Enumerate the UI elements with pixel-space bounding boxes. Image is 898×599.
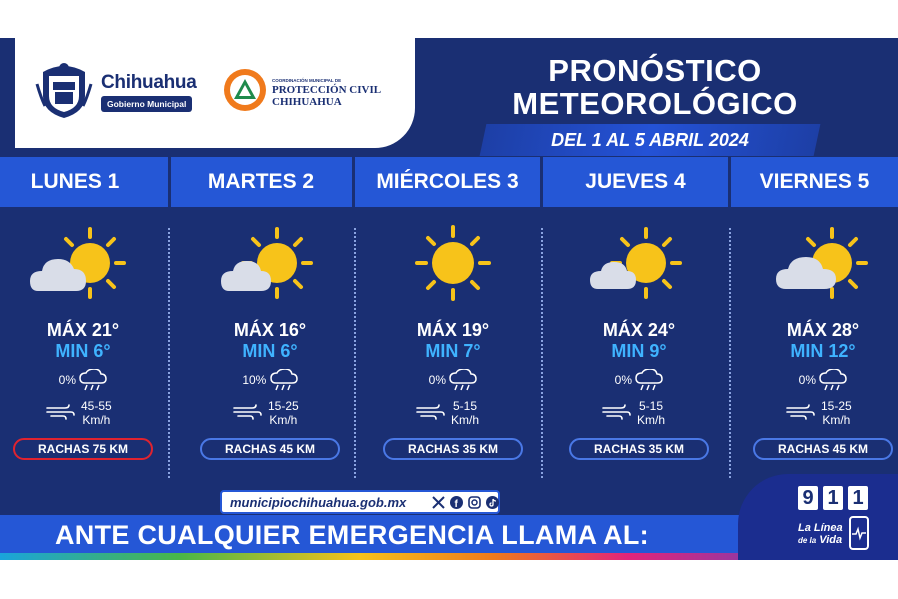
min-temperature: MIN 7°	[425, 341, 481, 361]
pc-name-line2: CHIHUAHUA	[272, 96, 342, 108]
digit-1: 1	[823, 486, 843, 510]
min-temperature: MIN 6°	[55, 341, 111, 361]
rain-percent: 0%	[428, 373, 446, 387]
wind-unit: Km/h	[637, 413, 666, 427]
gust-badge: RACHAS 35 KM	[569, 438, 709, 460]
wind-speed	[180, 399, 360, 429]
wind-range: 15-25	[821, 399, 852, 413]
day-header-1: LUNES 1	[30, 170, 120, 193]
wind-text	[451, 399, 479, 427]
wind-icon	[785, 404, 815, 420]
rain-percent: 0%	[614, 373, 632, 387]
rain-percent: 10%	[242, 373, 267, 387]
svg-text:f: f	[454, 499, 458, 509]
day-column-2	[180, 213, 360, 473]
rain-cloud-icon	[79, 369, 107, 391]
tiktok-icon[interactable]	[486, 496, 499, 509]
rain-cloud-icon	[819, 369, 847, 391]
wind-unit: Km/h	[82, 413, 111, 427]
min-temperature: MIN 6°	[242, 341, 298, 361]
gust-badge: RACHAS 45 KM	[200, 438, 340, 460]
min-temperature: MIN 9°	[611, 341, 667, 361]
x-icon[interactable]	[432, 496, 445, 509]
column-divider	[729, 228, 731, 478]
min-temperature: MIN 12°	[790, 341, 856, 361]
pc-name-line1: PROTECCIÓN CIVIL	[272, 84, 382, 96]
wind-icon	[415, 404, 445, 420]
wind-unit: Km/h	[269, 413, 298, 427]
day-header-4: JUEVES 4	[585, 170, 686, 193]
partly-cloudy-icon	[768, 223, 878, 313]
rain-probability	[180, 369, 360, 391]
wind-text	[81, 399, 112, 427]
rain-probability	[733, 369, 898, 391]
sunny-icon	[398, 223, 508, 313]
linea-text: La Línea	[798, 522, 843, 534]
digit-1-second: 1	[848, 486, 868, 510]
day-header-2: MARTES 2	[207, 170, 315, 193]
day-header-5: VIERNES 5	[759, 170, 870, 193]
rain-probability	[363, 369, 543, 391]
wind-speed	[733, 399, 898, 429]
pc-name	[272, 84, 381, 108]
rain-percent: 0%	[58, 373, 76, 387]
wind-icon	[232, 404, 262, 420]
wind-range: 5-15	[638, 399, 664, 413]
forecast-poster	[0, 38, 898, 560]
rain-probability	[0, 369, 173, 391]
max-temperature: MÁX 19°	[416, 320, 490, 340]
logo-panel	[15, 38, 415, 148]
wind-text	[637, 399, 665, 427]
wind-unit: Km/h	[451, 413, 480, 427]
page-title	[460, 54, 850, 120]
facebook-icon[interactable]	[450, 496, 463, 509]
de-la-text: de la	[798, 536, 817, 545]
day-column-5	[733, 213, 898, 473]
max-temperature: MÁX 24°	[602, 320, 676, 340]
partly-cloudy-icon	[584, 223, 694, 313]
vida-text: Vida	[819, 534, 843, 546]
title-line1: PRONÓSTICO	[548, 53, 762, 88]
partly-cloudy-icon	[215, 223, 325, 313]
chihuahua-subtitle: Gobierno Municipal	[101, 96, 192, 112]
gust-badge: RACHAS 45 KM	[753, 438, 893, 460]
chihuahua-name: Chihuahua	[101, 72, 197, 93]
rain-probability	[549, 369, 729, 391]
wind-icon	[45, 404, 75, 420]
wind-range: 45-55	[81, 399, 112, 413]
wind-text	[268, 399, 299, 427]
max-temperature: MÁX 28°	[786, 320, 860, 340]
website-bar[interactable]	[220, 490, 500, 514]
day-column-3	[363, 213, 543, 473]
gust-badge: RACHAS 35 KM	[383, 438, 523, 460]
wind-text	[821, 399, 852, 427]
rain-cloud-icon	[635, 369, 663, 391]
digit-9: 9	[798, 486, 818, 510]
chihuahua-coat-of-arms-icon	[35, 58, 93, 120]
title-line2: METEOROLÓGICO	[512, 86, 798, 121]
instagram-icon[interactable]	[468, 496, 481, 509]
linea-de-la-vida	[798, 522, 843, 547]
wind-speed	[0, 399, 173, 429]
gust-badge: RACHAS 75 KM	[13, 438, 153, 460]
day-column-4	[549, 213, 729, 473]
rain-percent: 0%	[798, 373, 816, 387]
max-temperature: MÁX 16°	[233, 320, 307, 340]
wind-speed	[363, 399, 543, 429]
wind-icon	[601, 404, 631, 420]
wind-range: 5-15	[452, 399, 478, 413]
proteccion-civil-logo-icon	[223, 68, 267, 112]
rain-cloud-icon	[449, 369, 477, 391]
day-header-3: MIÉRCOLES 3	[376, 170, 519, 193]
website-link[interactable]: municipiochihuahua.gob.mx	[230, 495, 407, 510]
day-column-1	[0, 213, 173, 473]
wind-range: 15-25	[268, 399, 299, 413]
emergency-911-panel	[738, 474, 898, 560]
rain-cloud-icon	[270, 369, 298, 391]
wind-unit: Km/h	[822, 413, 851, 427]
partly-cloudy-icon	[28, 223, 138, 313]
max-temperature: MÁX 21°	[46, 320, 120, 340]
emergency-message: ANTE CUALQUIER EMERGENCIA LLAMA AL:	[55, 520, 649, 550]
phone-icon	[848, 516, 870, 550]
pc-coordination-label: COORDINACIÓN MUNICIPAL DE	[272, 78, 342, 83]
wind-speed	[549, 399, 729, 429]
date-range: DEL 1 AL 5 ABRIL 2024	[551, 130, 749, 150]
